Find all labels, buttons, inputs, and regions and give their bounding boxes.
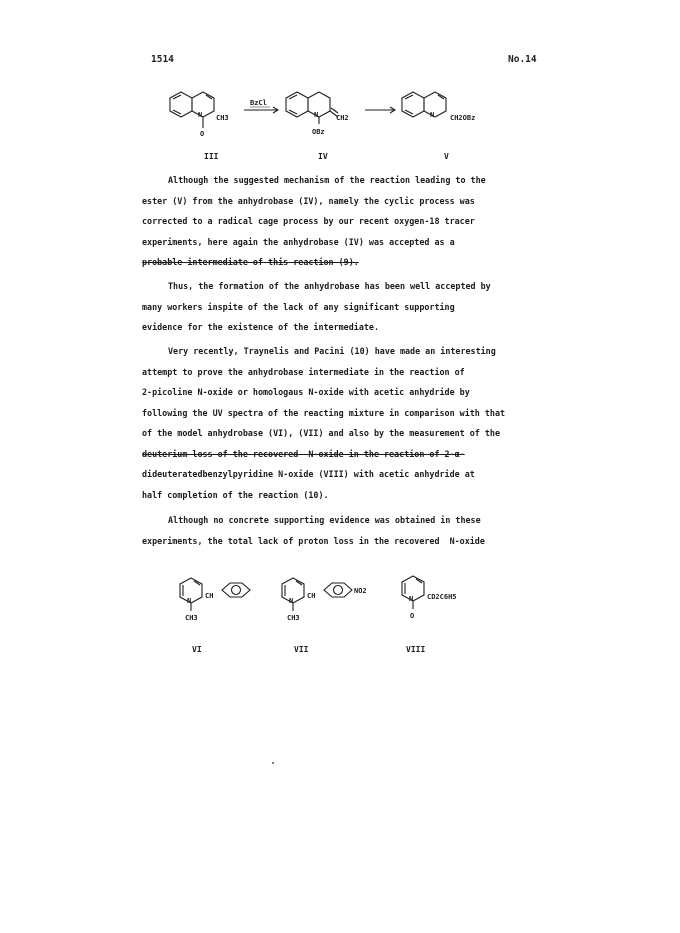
iv-obz: OBz — [312, 128, 325, 136]
text-line: many workers inspite of the lack of any significant supporting — [142, 301, 455, 312]
compound-iv-structure — [286, 92, 349, 136]
text-line: experiments, here again the anhydrobase (IV) was accepted as a — [142, 236, 455, 247]
vii-ch3: CH3 — [287, 614, 300, 622]
vii-ch: CH — [307, 592, 316, 600]
compound-vi-structure — [180, 578, 250, 622]
iv-ch2: CH2 — [336, 114, 349, 122]
text-line: evidence for the existence of the intermediate. — [142, 322, 379, 332]
atom-label: N — [314, 111, 319, 119]
compound-iii-structure — [170, 92, 229, 138]
reagent-label: BzCl — [250, 99, 267, 107]
struck-text-line: deuterium loss of the recovered N-oxide in the reaction of 2-α- — [142, 448, 465, 459]
text-line: of the model anhydrobase (VI), (VII) and also by the measurement of the — [142, 428, 500, 438]
scan-speck — [272, 762, 274, 764]
compound-viii-structure — [402, 576, 457, 620]
label-vi: VI — [192, 645, 202, 654]
atom-label: N — [198, 111, 203, 119]
compound-v-structure — [402, 92, 475, 122]
text-line: Although no concrete supporting evidence was obtained in these — [168, 515, 481, 525]
text-line: Thus, the formation of the anhydrobase has been well accepted by — [168, 281, 491, 291]
page-number: 1514 — [151, 54, 174, 65]
viii-n: N — [409, 595, 414, 603]
journal-issue: No.14 — [508, 54, 537, 65]
vi-ch: CH — [205, 592, 214, 600]
viii-o: O — [410, 612, 415, 620]
model-compounds-scheme — [170, 570, 500, 660]
atom-label: N — [430, 111, 435, 119]
text-line: dideuteratedbenzylpyridine N-oxide (VIII) with acetic anhydride at — [142, 469, 475, 479]
paragraph-4 — [142, 510, 522, 551]
struck-text-line: probable intermediate of this reaction (9). — [142, 257, 359, 267]
vi-n: N — [187, 597, 192, 605]
paragraph-2 — [142, 276, 522, 338]
label-vii: VII — [294, 645, 309, 654]
text-line: corrected to a radical cage process by our recent oxygen-18 tracer — [142, 216, 475, 226]
paragraph-3 — [142, 341, 522, 505]
label-iv: IV — [318, 152, 328, 161]
viii-cd2c6h5: CD2C6H5 — [427, 593, 457, 601]
label-iii: III — [204, 152, 219, 161]
vi-ch3: CH3 — [185, 614, 198, 622]
v-ch2obz: CH2OBz — [450, 114, 476, 122]
iii-ch3: CH3 — [216, 114, 229, 122]
label-v: V — [444, 152, 449, 161]
iii-oxide: O — [200, 130, 205, 138]
text-line: Very recently, Traynelis and Pacini (10) have made an interesting — [168, 346, 496, 356]
text-line: half completion of the reaction (10). — [142, 489, 329, 500]
text-line: attempt to prove the anhydrobase intermediate in the reaction of — [142, 366, 465, 377]
vii-no2: NO2 — [354, 587, 367, 595]
text-line: ester (V) from the anhydrobase (IV), namely the cyclic process was — [142, 195, 475, 206]
vii-n: N — [289, 597, 294, 605]
label-viii: VIII — [406, 645, 426, 654]
paragraph-1 — [142, 170, 522, 273]
reaction-scheme-top — [160, 84, 520, 162]
text-line: experiments, the total lack of proton loss in the recovered N-oxide — [142, 535, 485, 546]
compound-vii-structure — [282, 578, 367, 622]
text-line: Although the suggested mechanism of the reaction leading to the — [168, 175, 486, 185]
text-line: following the UV spectra of the reacting mixture in comparison with that — [142, 407, 506, 418]
text-line: 2-picoline N-oxide or homologaus N-oxide with acetic anhydride by — [142, 387, 470, 397]
